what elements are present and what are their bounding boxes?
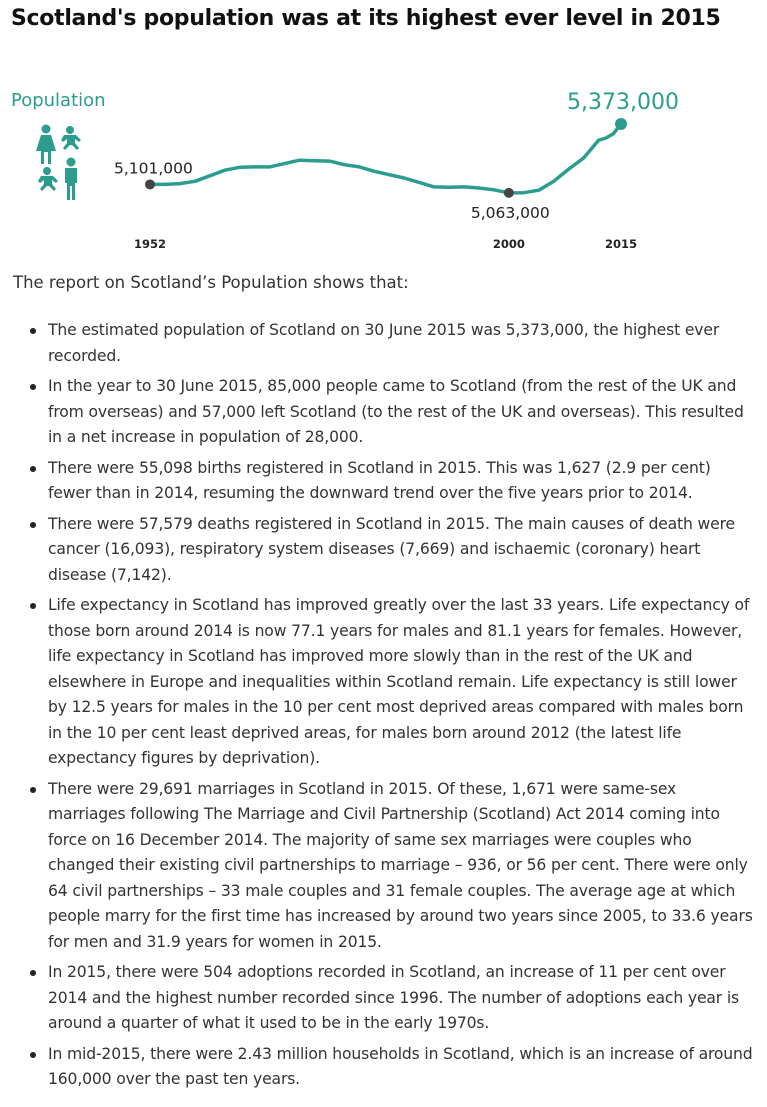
chart-series-label: Population — [11, 90, 106, 111]
annotation-label-1952: 5,101,000 — [114, 159, 193, 178]
list-item: In mid-2015, there were 2.43 million households in Scotland, which is an increase of around 160,000 over the past ten years. — [48, 1042, 753, 1093]
x-tick-label-2000: 2000 — [492, 237, 525, 251]
x-tick-label-1952: 1952 — [133, 237, 167, 251]
annotation-label-2000: 5,063,000 — [470, 203, 550, 222]
list-item: In the year to 30 June 2015, 85,000 people came to Scotland (from the rest of the UK and from overseas) and 57,000 left Scotland (to the rest of the UK and overseas). This resulted in a net increase in population of 28,000. — [48, 374, 753, 451]
population-line-chart — [0, 70, 767, 260]
findings-list — [0, 318, 767, 1098]
list-item: In 2015, there were 504 adoptions recorded in Scotland, an increase of 11 per cent over 2014 and the highest number recorded since 1996. The number of adoptions each year is around a quarter of what it used to be in the early 1970s. — [48, 960, 753, 1037]
x-tick-label-2015: 2015 — [604, 237, 638, 251]
annotation-marker-1952 — [145, 179, 155, 189]
population-series-line — [150, 124, 621, 193]
list-item: The estimated population of Scotland on 30 June 2015 was 5,373,000, the highest ever recorded. — [48, 318, 753, 369]
list-item: There were 57,579 deaths registered in Scotland in 2015. The main causes of death were cancer (16,093), respiratory system diseases (7,669) and ischaemic (coronary) heart disease (7,142). — [48, 512, 753, 589]
annotation-marker-2000 — [504, 188, 514, 198]
list-item: Life expectancy in Scotland has improved greatly over the last 33 years. Life expectancy of those born around 2014 is now 77.1 years for males and 81.1 years for females. However, life expectancy in Scotland has improved more slowly than in the rest of the UK and elsewhere in Europe and inequalities within Scotland remain. Life expectancy is still lower by 12.5 years for males in the 10 per cent most deprived areas compared with males born in the 10 per cent least deprived areas, for males born around 2012 (the latest life expectancy figures by deprivation). — [48, 593, 753, 772]
page-title: Scotland's population was at its highest ever level in 2015 — [11, 6, 721, 31]
annotation-label-2015: 5,373,000 — [567, 90, 679, 115]
annotation-marker-2015 — [615, 118, 627, 130]
list-item: There were 29,691 marriages in Scotland in 2015. Of these, 1,671 were same-sex marriages following The Marriage and Civil Partnership (Scotland) Act 2014 coming into force on 16 December 2014. The majority of same sex marriages were couples who changed their existing civil partnerships to marriage – 936, or 56 per cent. There were only 64 civil partnerships – 33 male couples and 31 female couples. The average age at which people marry for the first time has increased by around two years since 2005, to 33.6 years for men and 31.9 years for women in 2015. — [48, 777, 753, 956]
intro-text: The report on Scotland’s Population shows that: — [13, 273, 409, 292]
list-item: There were 55,098 births registered in Scotland in 2015. This was 1,627 (2.9 per cent) fewer than in 2014, resuming the downward trend over the five years prior to 2014. — [48, 456, 753, 507]
